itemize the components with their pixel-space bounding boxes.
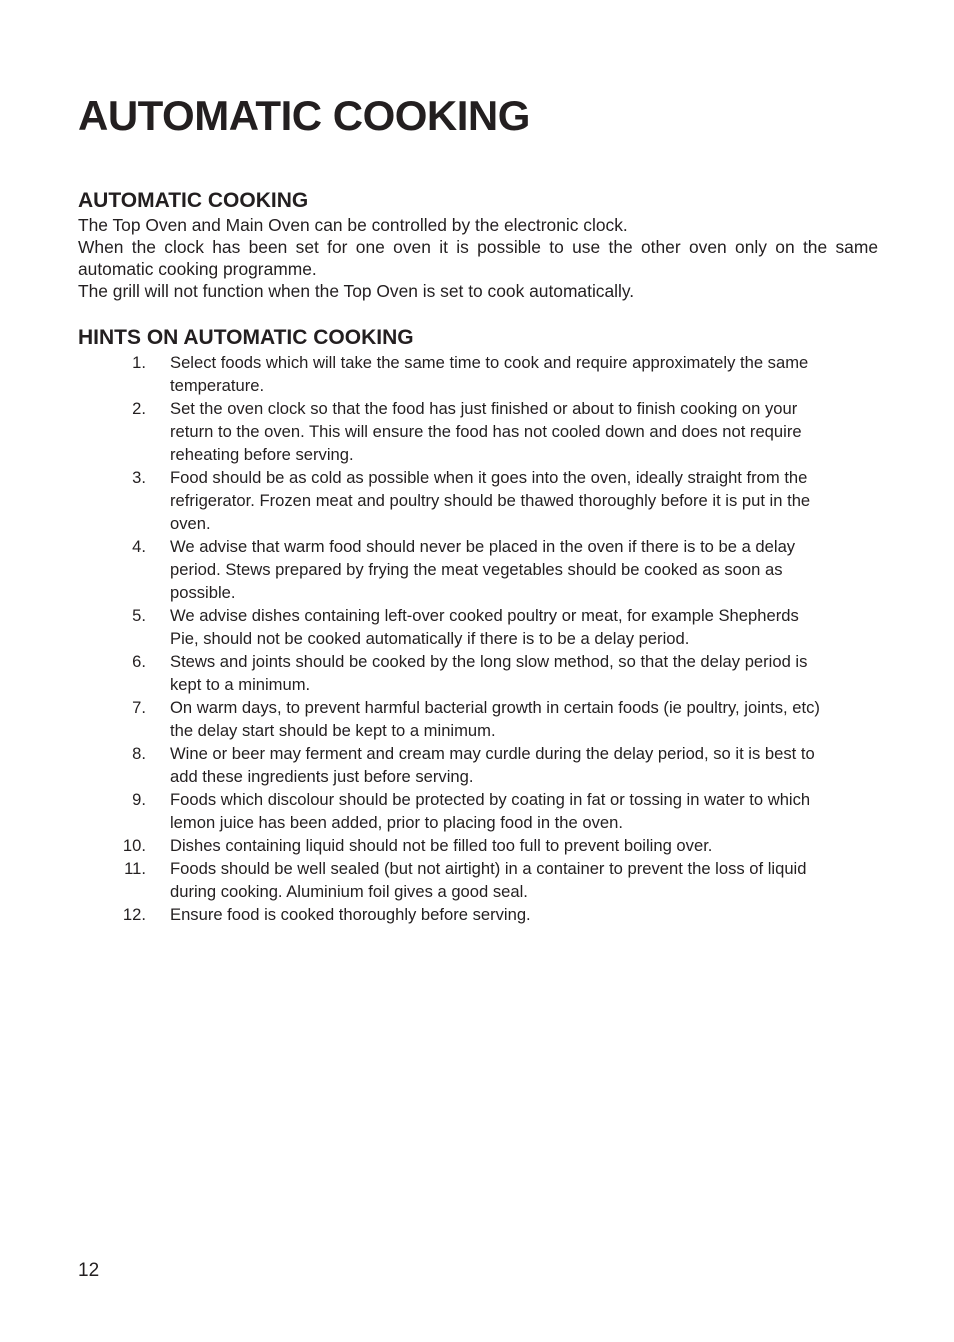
list-item [0,397,820,466]
item-text: Foods which discolour should be protected by coating in fat or tossing in water to which lemon juice has been added, prior to placing food in the oven. [170,790,811,832]
hints-list [0,351,820,926]
intro-paragraph: When the clock has been set for one oven it is possible to use the other oven only on the same automatic cooking programme. [78,237,878,279]
item-text: Select foods which will take the same time to cook and require approximately the same temperature. [170,353,809,395]
list-item [0,834,820,857]
item-number: 11. [124,859,146,878]
item-text: We advise that warm food should never be placed in the oven if there is to be a delay period. Stews prepared by frying the meat vegetables should be cooked as soon as possible. [170,537,796,602]
section-heading-automatic-cooking: AUTOMATIC COOKING [78,189,309,212]
item-text: On warm days, to prevent harmful bacterial growth in certain foods (ie poultry, joints, etc) the delay start should be kept to a minimum. [170,698,820,740]
item-number: 8. [132,744,146,763]
item-text: Ensure food is cooked thoroughly before serving. [170,905,531,924]
list-item [0,696,820,742]
item-text: Food should be as cold as possible when it goes into the oven, ideally straight from the refrigerator. Frozen meat and poultry should be thawed thoroughly before it is put in the oven. [170,468,811,533]
intro-text [78,214,878,302]
item-number: 4. [132,537,146,556]
list-item [0,535,820,604]
item-number: 1. [132,353,146,372]
list-item [0,466,820,535]
item-number: 10. [122,836,146,855]
item-text: Dishes containing liquid should not be filled too full to prevent boiling over. [170,836,713,855]
page-number: 12 [78,1260,100,1281]
item-text: Wine or beer may ferment and cream may curdle during the delay period, so it is best to add these ingredients just before serving. [170,744,815,786]
item-text: Stews and joints should be cooked by the long slow method, so that the delay period is kept to a minimum. [170,652,808,694]
list-item [0,857,820,903]
list-item [0,351,820,397]
intro-paragraph: The grill will not function when the Top Oven is set to cook automatically. [78,281,635,301]
item-number: 6. [132,652,146,671]
item-number: 3. [132,468,146,487]
intro-paragraph: The Top Oven and Main Oven can be controlled by the electronic clock. [78,215,628,235]
item-number: 2. [132,399,146,418]
list-item [0,604,820,650]
list-item [0,742,820,788]
item-text: Foods should be well sealed (but not airtight) in a container to prevent the loss of liquid during cooking. Aluminium foil gives a good seal. [170,859,807,901]
item-number: 7. [132,698,146,717]
item-number: 9. [132,790,146,809]
item-text: Set the oven clock so that the food has just finished or about to finish cooking on your return to the oven. This will ensure the food has not cooled down and does not require reheating before serving. [170,399,802,464]
list-item [0,788,820,834]
page-title: AUTOMATIC COOKING [78,92,530,139]
list-item [0,650,820,696]
item-number: 12. [122,905,146,924]
section-heading-hints: HINTS ON AUTOMATIC COOKING [78,326,414,349]
item-number: 5. [132,606,146,625]
item-text: We advise dishes containing left-over cooked poultry or meat, for example Shepherds Pie, should not be cooked automatically if there is to be a delay period. [170,606,799,648]
list-item [0,903,820,926]
